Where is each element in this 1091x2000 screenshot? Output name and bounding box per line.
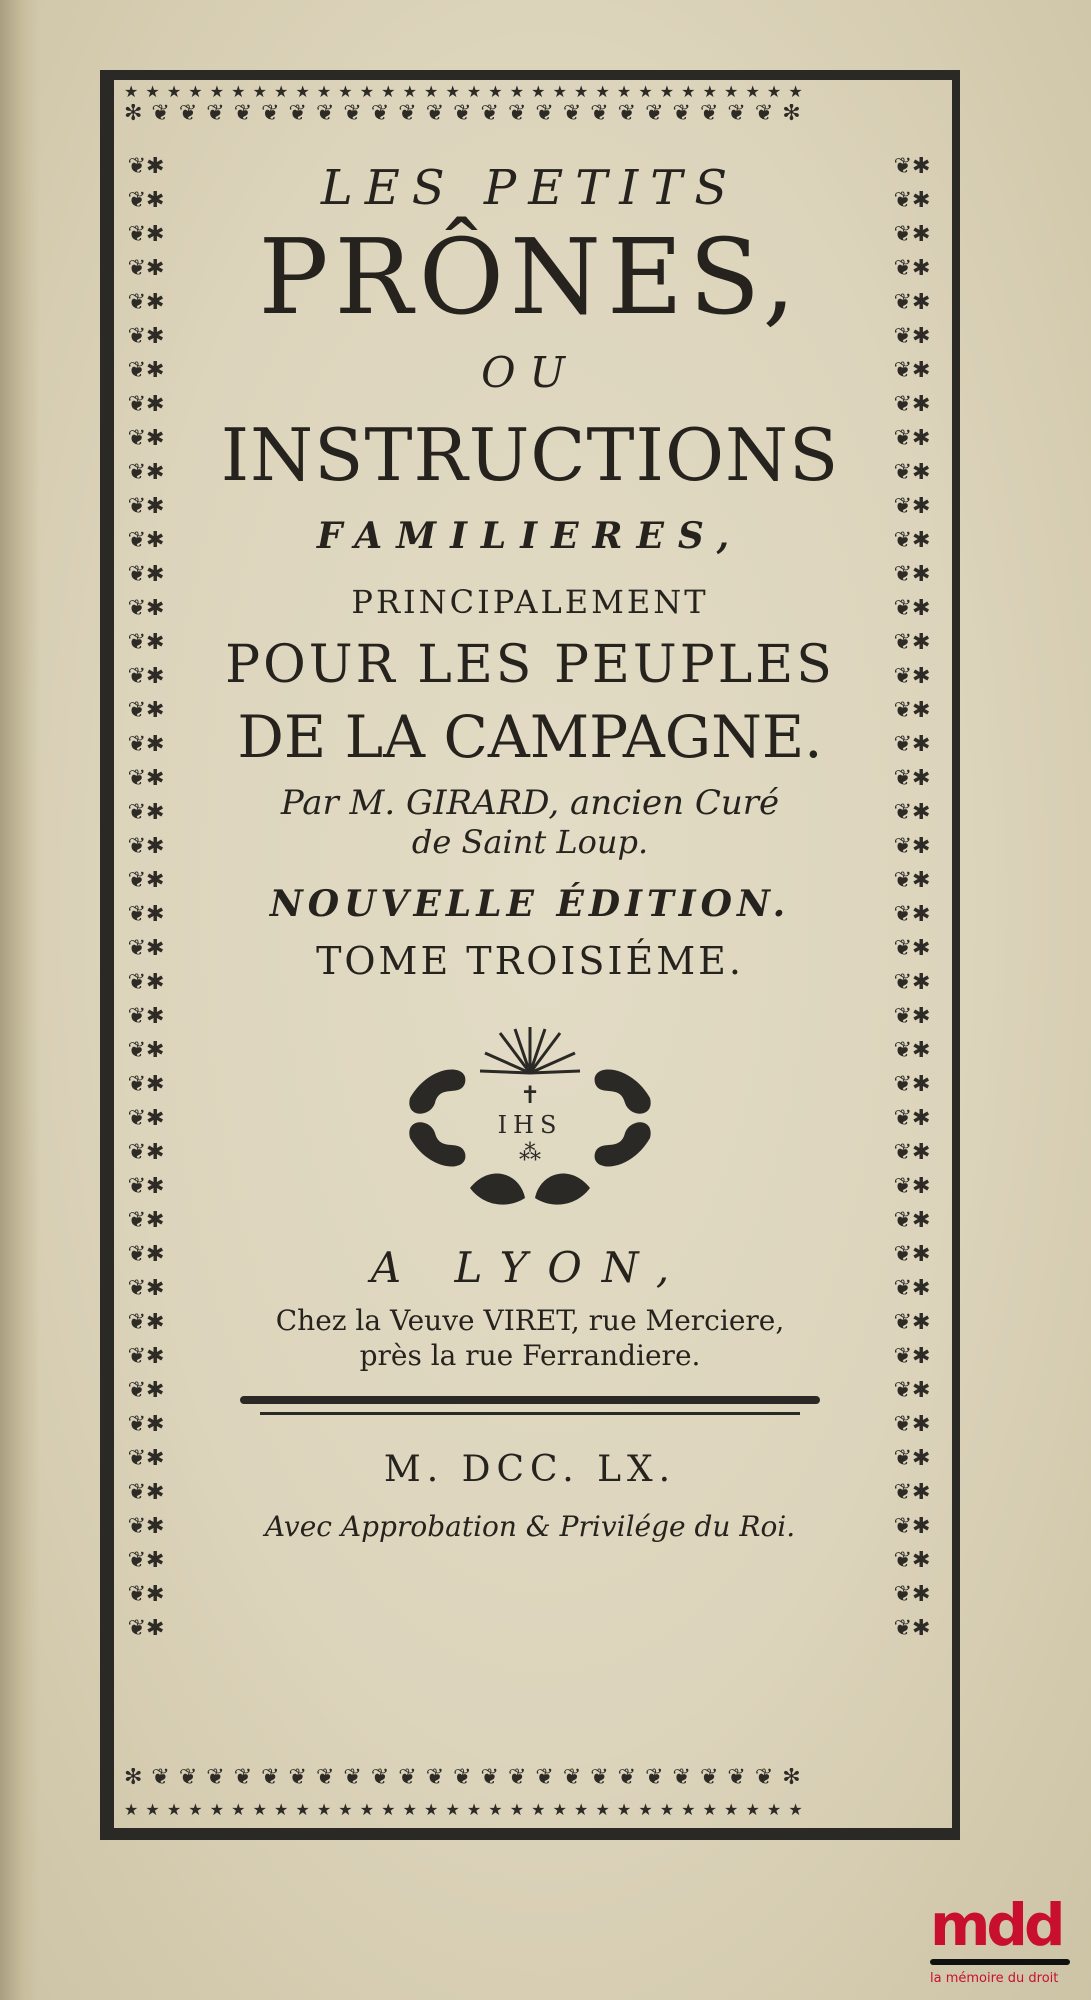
- privilege-line: Avec Approbation & Privilége du Roi.: [264, 1510, 796, 1543]
- border-ornament-top: ✻ ❦ ❦ ❦ ❦ ❦ ❦ ❦ ❦ ❦ ❦ ❦ ❦ ❦ ❦ ❦ ❦ ❦ ❦ ❦ ❦ ❦ ❦ ❦ ✻: [124, 104, 802, 126]
- ihs-emblem-icon: [390, 1023, 670, 1213]
- double-rule-thick: [240, 1396, 820, 1404]
- author-line: Par M. GIRARD, ancien Curé: [280, 783, 780, 823]
- border-ornament-bottom: ✻ ❦ ❦ ❦ ❦ ❦ ❦ ❦ ❦ ❦ ❦ ❦ ❦ ❦ ❦ ❦ ❦ ❦ ❦ ❦ ❦ ❦ ❦ ❦ ✻: [124, 1768, 802, 1790]
- title-line-les-petits: LES PETITS: [320, 160, 740, 216]
- author-parish-line: de Saint Loup.: [411, 823, 649, 861]
- page-edge-shadow: [0, 0, 40, 2000]
- watermark-tagline: la mémoire du droit: [930, 1971, 1059, 1986]
- title-line-pour-les-peuples: POUR LES PEUPLES: [225, 635, 835, 695]
- title-line-de-la-campagne: DE LA CAMPAGNE.: [237, 703, 823, 771]
- imprint-date: M. DCC. LX.: [383, 1449, 677, 1490]
- watermark-bar: [930, 1959, 1070, 1965]
- border-star-row-top: ★ ★ ★ ★ ★ ★ ★ ★ ★ ★ ★ ★ ★ ★ ★ ★ ★ ★ ★ ★ ★ ★ ★ ★ ★ ★ ★ ★ ★ ★ ★ ★: [124, 82, 804, 101]
- imprint-city: A LYON,: [370, 1243, 690, 1292]
- title-line-prones: PRÔNES,: [258, 216, 802, 338]
- emblem-cross: ✝: [519, 1081, 541, 1109]
- imprint-publisher: Chez la Veuve VIRET, rue Merciere,: [275, 1304, 785, 1337]
- double-rule-thin: [260, 1412, 800, 1415]
- mdd-logo-icon: mdd: [930, 1891, 1062, 1959]
- title-line-ou: OU: [481, 348, 579, 397]
- emblem-stars: ⁂: [519, 1141, 541, 1166]
- border-ornament-right: ❦✱❦✱❦✱❦✱❦✱❦✱❦✱❦✱❦✱❦✱❦✱❦✱❦✱❦✱❦✱❦✱❦✱❦✱❦✱❦✱❦✱❦✱❦✱❦✱❦✱❦✱❦✱❦✱❦✱❦✱❦✱❦✱❦✱❦✱❦✱❦✱❦✱❦✱❦✱❦✱❦✱❦✱❦✱❦✱: [893, 154, 931, 1641]
- border-ornament-left: ❦✱❦✱❦✱❦✱❦✱❦✱❦✱❦✱❦✱❦✱❦✱❦✱❦✱❦✱❦✱❦✱❦✱❦✱❦✱❦✱❦✱❦✱❦✱❦✱❦✱❦✱❦✱❦✱❦✱❦✱❦✱❦✱❦✱❦✱❦✱❦✱❦✱❦✱❦✱❦✱❦✱❦✱❦✱❦✱: [127, 154, 165, 1641]
- edition-line: NOUVELLE ÉDITION.: [269, 883, 791, 925]
- title-line-familieres: FAMILIERES,: [316, 515, 744, 557]
- imprint-address: près la rue Ferrandiere.: [359, 1339, 701, 1372]
- emblem-monogram: IHS: [497, 1111, 563, 1139]
- title-line-instructions: INSTRUCTIONS: [220, 413, 840, 497]
- title-page-content: [180, 150, 880, 1543]
- border-star-row-bottom: ★ ★ ★ ★ ★ ★ ★ ★ ★ ★ ★ ★ ★ ★ ★ ★ ★ ★ ★ ★ ★ ★ ★ ★ ★ ★ ★ ★ ★ ★ ★ ★: [124, 1800, 804, 1819]
- title-line-principalement: PRINCIPALEMENT: [351, 583, 709, 621]
- volume-line: TOME TROISIÉME.: [316, 939, 744, 983]
- mdd-watermark: [930, 1891, 1080, 1986]
